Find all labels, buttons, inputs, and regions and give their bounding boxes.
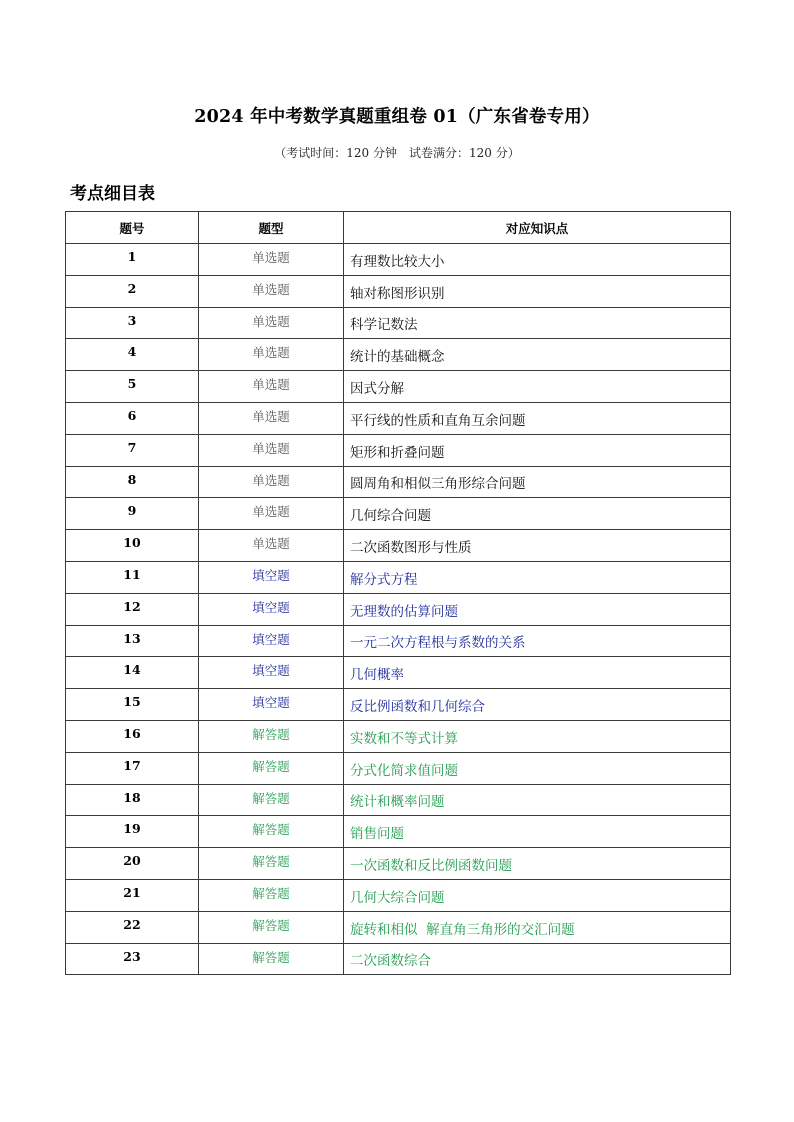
table-row xyxy=(66,402,731,434)
table-row xyxy=(66,530,731,562)
table-row xyxy=(66,657,731,689)
question-type: 解答题 xyxy=(199,816,344,848)
table-header-row xyxy=(66,212,731,244)
table-row xyxy=(66,371,731,403)
table-row xyxy=(66,879,731,911)
question-type: 单选题 xyxy=(199,307,344,339)
table-row xyxy=(66,784,731,816)
question-number: 20 xyxy=(66,848,199,880)
knowledge-point: 科学记数法 xyxy=(344,307,731,339)
knowledge-point: 有理数比较大小 xyxy=(344,244,731,276)
table-row xyxy=(66,816,731,848)
question-type: 填空题 xyxy=(199,593,344,625)
question-number: 18 xyxy=(66,784,199,816)
header-knowledge-point: 对应知识点 xyxy=(344,212,731,244)
question-type: 填空题 xyxy=(199,561,344,593)
knowledge-point: 二次函数综合 xyxy=(344,943,731,975)
question-number: 6 xyxy=(66,402,199,434)
question-type: 单选题 xyxy=(199,275,344,307)
question-number: 14 xyxy=(66,657,199,689)
question-number: 7 xyxy=(66,434,199,466)
question-number: 3 xyxy=(66,307,199,339)
question-number: 8 xyxy=(66,466,199,498)
knowledge-point: 实数和不等式计算 xyxy=(344,720,731,752)
knowledge-point: 一元二次方程根与系数的关系 xyxy=(344,625,731,657)
question-type: 填空题 xyxy=(199,689,344,721)
knowledge-point: 统计的基础概念 xyxy=(344,339,731,371)
knowledge-point: 统计和概率问题 xyxy=(344,784,731,816)
table-row xyxy=(66,752,731,784)
question-type: 单选题 xyxy=(199,339,344,371)
table-row xyxy=(66,466,731,498)
knowledge-point: 反比例函数和几何综合 xyxy=(344,689,731,721)
knowledge-point: 因式分解 xyxy=(344,371,731,403)
knowledge-point: 平行线的性质和直角互余问题 xyxy=(344,402,731,434)
knowledge-point: 销售问题 xyxy=(344,816,731,848)
knowledge-point: 几何概率 xyxy=(344,657,731,689)
question-type: 单选题 xyxy=(199,466,344,498)
question-type: 单选题 xyxy=(199,530,344,562)
question-type: 解答题 xyxy=(199,879,344,911)
question-number: 1 xyxy=(66,244,199,276)
question-number: 16 xyxy=(66,720,199,752)
question-number: 13 xyxy=(66,625,199,657)
table-row xyxy=(66,593,731,625)
knowledge-point: 矩形和折叠问题 xyxy=(344,434,731,466)
question-type: 填空题 xyxy=(199,657,344,689)
topic-table xyxy=(65,211,731,975)
table-row xyxy=(66,434,731,466)
table-row xyxy=(66,943,731,975)
table-row xyxy=(66,244,731,276)
question-number: 4 xyxy=(66,339,199,371)
question-type: 解答题 xyxy=(199,784,344,816)
table-row xyxy=(66,689,731,721)
knowledge-point: 旋转和相似 解直角三角形的交汇问题 xyxy=(344,911,731,943)
knowledge-point: 圆周角和相似三角形综合问题 xyxy=(344,466,731,498)
knowledge-point: 几何大综合问题 xyxy=(344,879,731,911)
question-number: 19 xyxy=(66,816,199,848)
table-row xyxy=(66,848,731,880)
question-type: 解答题 xyxy=(199,720,344,752)
question-type: 解答题 xyxy=(199,848,344,880)
question-number: 15 xyxy=(66,689,199,721)
knowledge-point: 轴对称图形识别 xyxy=(344,275,731,307)
table-row xyxy=(66,911,731,943)
table-row xyxy=(66,561,731,593)
knowledge-point: 几何综合问题 xyxy=(344,498,731,530)
question-type: 解答题 xyxy=(199,752,344,784)
header-question-type: 题型 xyxy=(199,212,344,244)
question-number: 9 xyxy=(66,498,199,530)
table-row xyxy=(66,275,731,307)
question-number: 5 xyxy=(66,371,199,403)
table-row xyxy=(66,720,731,752)
question-type: 单选题 xyxy=(199,434,344,466)
table-row xyxy=(66,498,731,530)
knowledge-point: 一次函数和反比例函数问题 xyxy=(344,848,731,880)
question-type: 填空题 xyxy=(199,625,344,657)
table-body xyxy=(66,244,731,975)
knowledge-point: 二次函数图形与性质 xyxy=(344,530,731,562)
table-row xyxy=(66,625,731,657)
question-type: 单选题 xyxy=(199,244,344,276)
question-number: 21 xyxy=(66,879,199,911)
question-type: 解答题 xyxy=(199,943,344,975)
question-number: 10 xyxy=(66,530,199,562)
table-row xyxy=(66,307,731,339)
knowledge-point: 解分式方程 xyxy=(344,561,731,593)
table-row xyxy=(66,339,731,371)
question-number: 2 xyxy=(66,275,199,307)
knowledge-point: 无理数的估算问题 xyxy=(344,593,731,625)
header-question-number: 题号 xyxy=(66,212,199,244)
question-number: 22 xyxy=(66,911,199,943)
question-type: 单选题 xyxy=(199,498,344,530)
question-number: 23 xyxy=(66,943,199,975)
question-number: 17 xyxy=(66,752,199,784)
question-number: 12 xyxy=(66,593,199,625)
section-title: 考点细目表 xyxy=(70,184,155,204)
question-type: 单选题 xyxy=(199,402,344,434)
exam-info: （考试时间：120 分钟 试卷满分：120 分） xyxy=(274,146,520,160)
knowledge-point: 分式化简求值问题 xyxy=(344,752,731,784)
question-type: 解答题 xyxy=(199,911,344,943)
page-title: 2024 年中考数学真题重组卷 01（广东省卷专用） xyxy=(194,107,600,127)
question-type: 单选题 xyxy=(199,371,344,403)
question-number: 11 xyxy=(66,561,199,593)
